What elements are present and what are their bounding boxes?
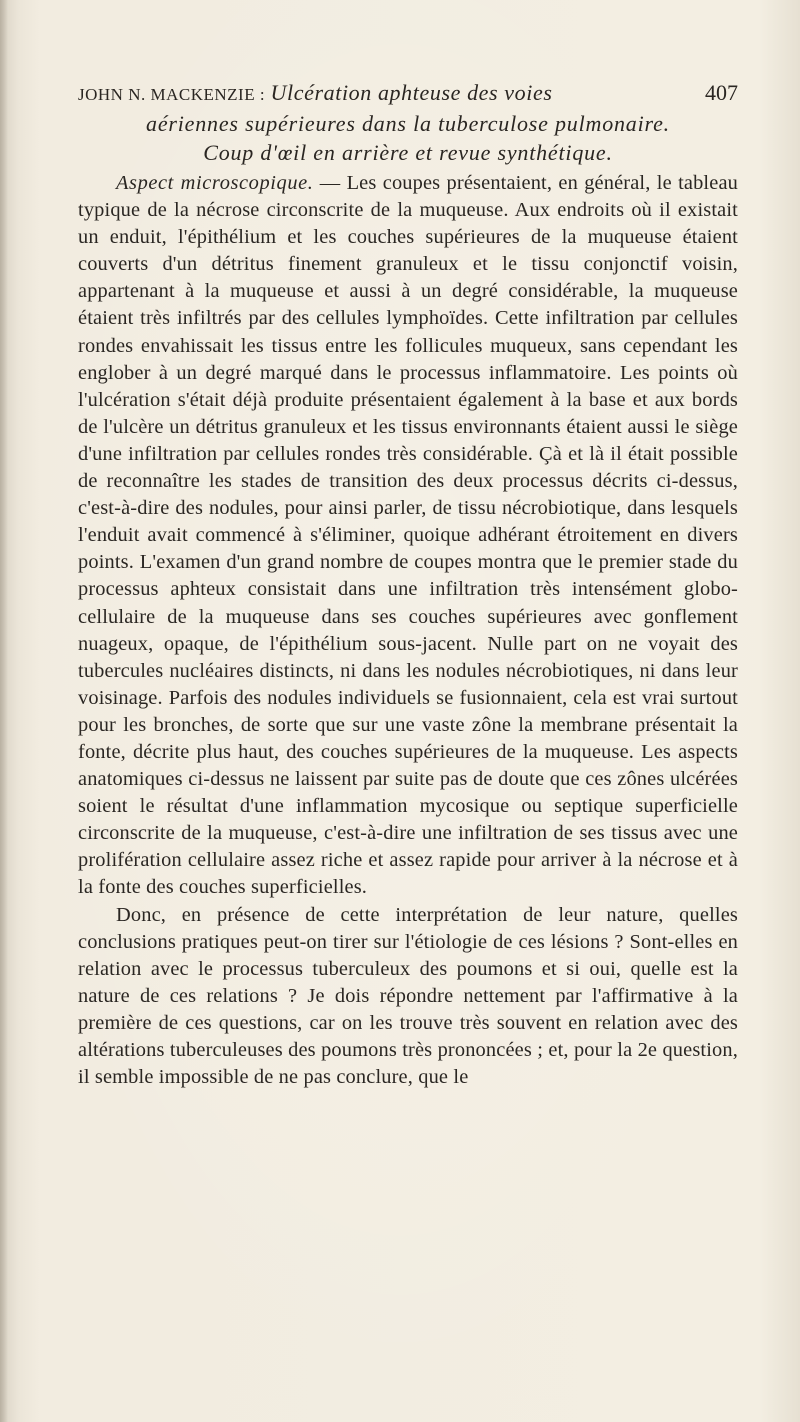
paragraph-1 [78,170,738,902]
section-lead: Aspect microscopique. [116,172,314,194]
paragraph-text: — Les coupes présentaient, en général, le tableau typique de la nécrose circonscrite de la muqueuse. Aux endroits où il existait un enduit, l'épithélium et les couches supérieures de la muqueuse étaient couverts d'un détritus finement granuleux et le tissu conjonctif voisin, appartenant à la muqueuse et aussi à un degré considérable, la muqueuse étaient très infiltrés par des cellules lymphoïdes. Cette infiltration par cellules rondes envahissait les tissus entre les follicules muqueux, sans cependant les englober à un degré marqué dans le processus inflammatoire. Les points où l'ulcération s'était déjà produite présentaient également à la base et aux bords de l'ulcère un détritus granuleux et les tissus environnants étaient aussi le siège d'une infiltration par cellules rondes très considérable. Çà et là il était possible de reconnaître les stades de transition des deux processus décrits ci-dessus, c'est-à-dire des nodules, pour ainsi parler, de tissu nécrobiotique, dans lesquels l'enduit avait commencé à s'éliminer, quoique adhérant étroitement en divers points. L'examen d'un grand nombre de coupes montra que le premier stade du processus aphteux consistait dans une infiltration très intensément globo-cellulaire de la muqueuse dans ses couches supérieures avec gonflement nuageux, opaque, de l'épithélium sous-jacent. Nulle part on ne voyait des tubercules nucléaires distincts, ni dans les nodules nécrobiotiques, ni dans leur voisinage. Parfois des nodules individuels se fusionnaient, cela est vrai surtout pour les bronches, de sorte que sur une vaste zône la membrane présentait la fonte, décrite plus haut, des couches supérieures de la muqueuse. Les aspects anatomiques ci-dessus ne laissent par suite pas de doute que ces zônes ulcérées soient le résultat d'une inflammation mycosique ou septique superficielle circonscrite de la muqueuse, c'est-à-dire une infiltration de ses tissus avec une prolifération cellulaire assez riche et assez rapide pour arriver à la nécrose et à la fonte des couches superficielles. [78,172,738,899]
paragraph-text: Donc, en présence de cette interprétation de leur nature, quelles conclusions pratiques peut-on tirer sur l'étiologie de ces lésions ? Sont-elles en relation avec le processus tuberculeux des poumons et si oui, quelle est la nature de ces relations ? Je dois répondre nettement par l'affirmative à la première de ces questions, car on les trouve très souvent en relation avec des altérations tuberculeuses des poumons très prononcées ; et, pour la 2e question, il semble impossible de ne pas conclure, que le [78,903,738,1089]
body-text [78,170,738,1091]
header-left [78,78,553,109]
running-header [78,78,738,167]
title-line-3: Coup d'œil en arrière et revue synthétique. [203,140,613,165]
title-line-1: Ulcération aphteuse des voies [270,80,553,105]
title-line-2: aériennes supérieures dans la tuberculose pulmonaire. [146,111,670,136]
binding-shadow [0,0,8,1422]
paragraph-2 [78,902,738,1092]
header-row-1 [78,78,738,109]
author-name: JOHN N. MACKENZIE : [78,85,266,104]
page-number: 407 [705,80,738,105]
